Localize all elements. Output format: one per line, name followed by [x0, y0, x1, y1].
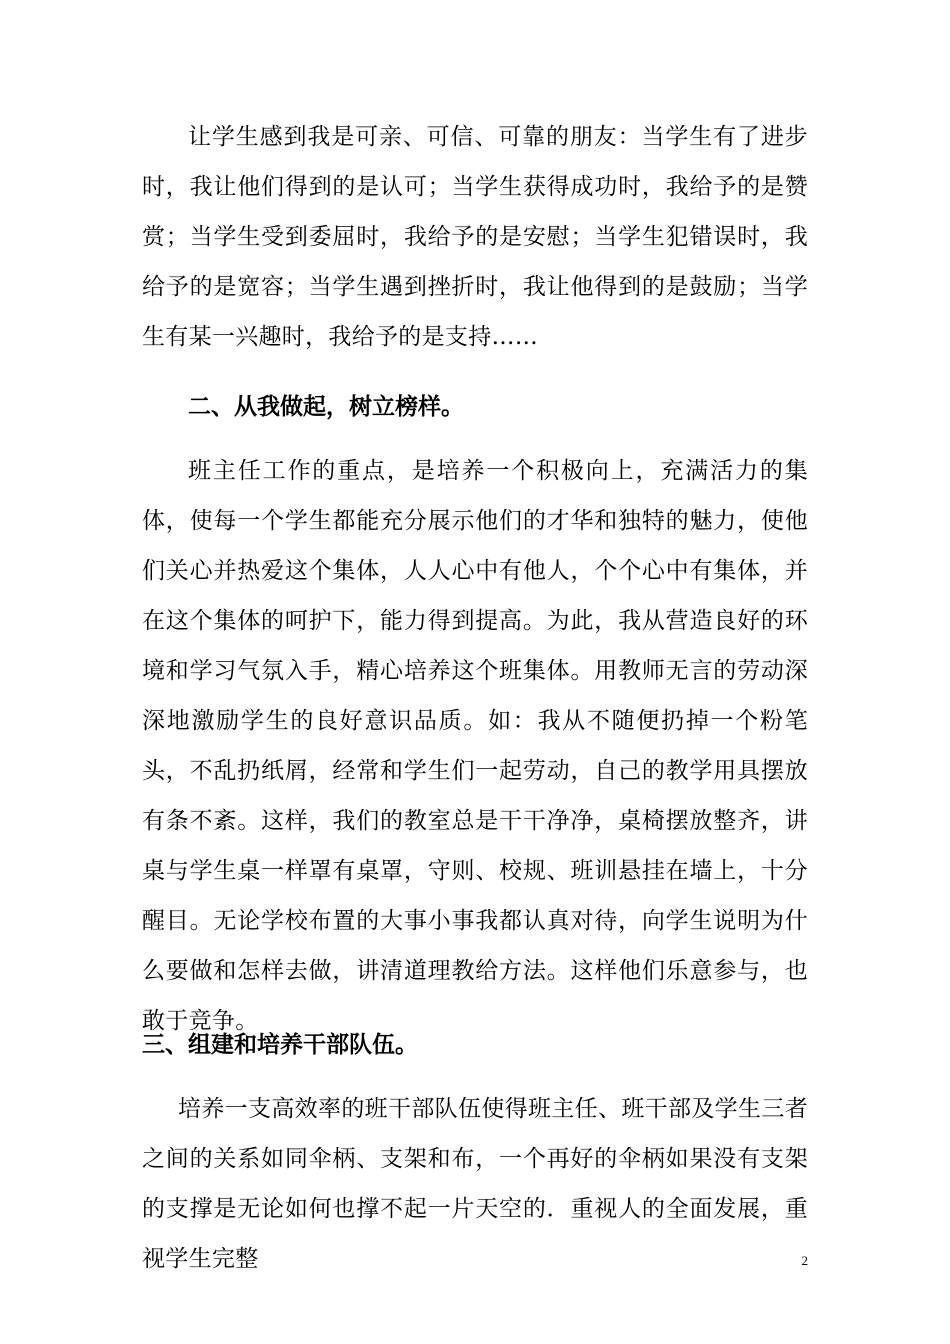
- section-heading-2: 二、从我做起，树立榜样。: [188, 394, 464, 420]
- paragraph-cadre-team: 培养一支高效率的班干部队伍使得班主任、班干部及学生三者之间的关系如同伞柄、支架和布，一个再好的伞柄如果没有支架的支撑是无论如何也撑不起一片天空的．重视人的全面发展，重视学生完整: [142, 1096, 808, 1272]
- section-heading-3: 三、组建和培养干部队伍。: [142, 1032, 418, 1058]
- page-number: 2: [801, 1253, 808, 1268]
- paragraph-friendship: 让学生感到我是可亲、可信、可靠的朋友：当学生有了进步时，我让他们得到的是认可；当学生获得成功时，我给予的是赞赏；当学生受到委屈时，我给予的是安慰；当学生犯错误时，我给予的是宽容；当学生遇到挫折时，我让他得到的是鼓励；当学生有某一兴趣时，我给予的是支持……: [142, 124, 808, 350]
- paragraph-role-model: 班主任工作的重点，是培养一个积极向上，充满活力的集体，使每一个学生都能充分展示他们的才华和独特的魅力，使他们关心并热爱这个集体，人人心中有他人，个个心中有集体，并在这个集体的呵护下，能力得到提高。为此，我从营造良好的环境和学习气氛入手，精心培养这个班集体。用教师无言的劳动深深地激励学生的良好意识品质。如：我从不随便扔掉一个粉笔头，不乱扔纸屑，经常和学生们一起劳动，自己的教学用具摆放有条不紊。这样，我们的教室总是干干净净，桌椅摆放整齐，讲桌与学生桌一样罩有桌罩，守则、校规、班训悬挂在墙上，十分醒目。无论学校布置的大事小事我都认真对待，向学生说明为什么要做和怎样去做，讲清道理教给方法。这样他们乐意参与，也敢于竞争。: [142, 458, 808, 1034]
